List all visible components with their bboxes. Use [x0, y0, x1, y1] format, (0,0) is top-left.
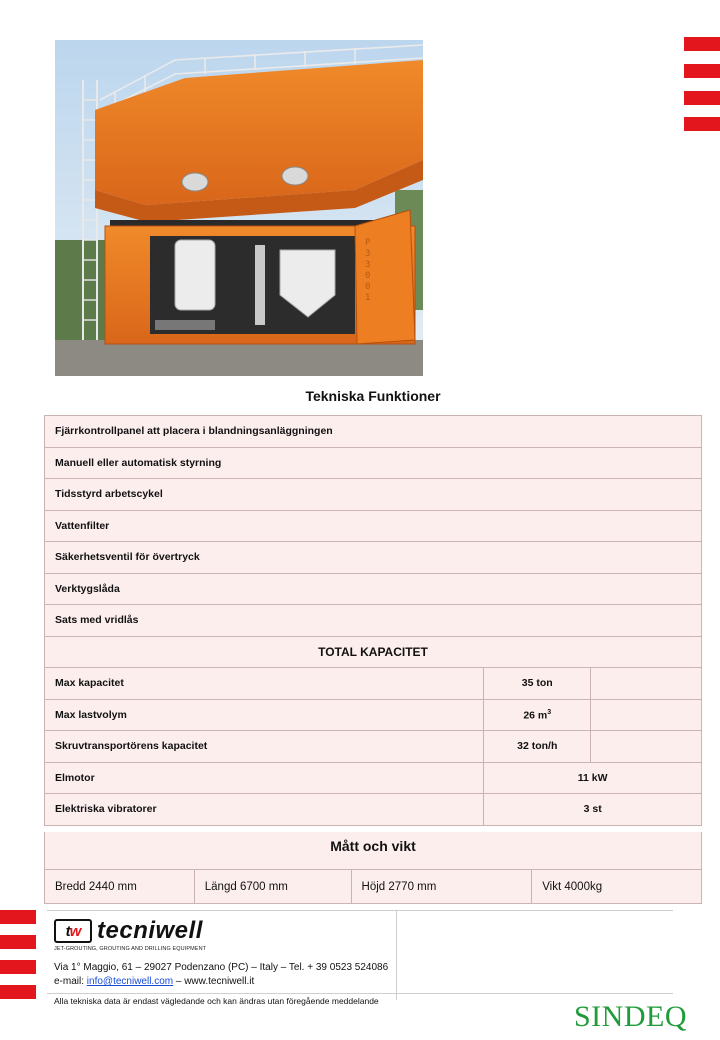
svg-text:P: P [365, 238, 371, 248]
decor-red-bar [684, 64, 720, 78]
capacity-value: 32 ton/h [484, 731, 591, 763]
tecniwell-logo [54, 917, 203, 945]
feature-item: Tidsstyrd arbetscykel [45, 479, 702, 511]
capacity-label: Skruvtransportörens kapacitet [45, 731, 484, 763]
table-row [45, 573, 702, 605]
feature-item: Manuell eller automatisk styrning [45, 447, 702, 479]
feature-item: Säkerhetsventil för övertryck [45, 542, 702, 574]
specs-table [44, 415, 702, 826]
email-label: e-mail: [54, 976, 87, 987]
table-row [45, 416, 702, 448]
table-row [45, 699, 702, 731]
svg-text:1: 1 [365, 293, 371, 303]
sindeq-brand: SINDEQ [574, 1000, 687, 1033]
table-row [45, 731, 702, 763]
footer-address: Via 1° Maggio, 61 – 29027 Podenzano (PC) – Italy – Tel. + 39 0523 524086 [54, 962, 389, 973]
decor-red-bar [0, 960, 36, 974]
logo-tagline: JET-GROUTING, GROUTING AND DRILLING EQUIPMENT [54, 946, 207, 952]
dimension-weight: Vikt 4000kg [532, 870, 702, 904]
capacity-label: Elektriska vibratorer [45, 794, 484, 826]
table-row [45, 605, 702, 637]
svg-text:0: 0 [365, 271, 371, 281]
capacity-value [484, 699, 591, 731]
svg-text:3: 3 [365, 249, 371, 259]
decor-red-bar [0, 935, 36, 949]
website-text: – www.tecniwell.it [173, 976, 255, 987]
dimension-width: Bredd 2440 mm [45, 870, 195, 904]
email-link[interactable]: info@tecniwell.com [86, 976, 174, 987]
capacity-value-text: 26 m [523, 709, 548, 721]
feature-item: Vattenfilter [45, 510, 702, 542]
decor-red-bar [0, 985, 36, 999]
features-title: Tekniska Funktioner [305, 388, 441, 404]
svg-text:3: 3 [365, 260, 371, 270]
footer-divider [47, 993, 673, 994]
dimension-height: Höjd 2770 mm [351, 870, 532, 904]
feature-item: Sats med vridlås [45, 605, 702, 637]
logo-mark-icon [54, 919, 92, 943]
feature-item: Fjärrkontrollpanel att placera i blandningsanläggningen [45, 416, 702, 448]
capacity-value: 11 kW [484, 762, 702, 794]
table-row [45, 510, 702, 542]
logo-mark-w: w [69, 922, 81, 940]
footer-contact [54, 976, 254, 987]
table-row [45, 636, 702, 668]
capacity-label: Elmotor [45, 762, 484, 794]
table-row [45, 479, 702, 511]
table-row [45, 870, 702, 904]
table-row [45, 668, 702, 700]
logo-mark-t: t [65, 922, 70, 940]
feature-item: Verktygslåda [45, 573, 702, 605]
svg-text:0: 0 [365, 282, 371, 292]
unit-superscript: 3 [547, 708, 552, 716]
dimensions-title: Mått och vikt [330, 838, 416, 854]
table-row [45, 794, 702, 826]
table-row [45, 542, 702, 574]
capacity-label: Max kapacitet [45, 668, 484, 700]
product-photo [55, 40, 423, 376]
dimension-length: Längd 6700 mm [194, 870, 351, 904]
capacity-value: 3 st [484, 794, 702, 826]
table-row [45, 762, 702, 794]
decor-red-bar [684, 91, 720, 105]
capacity-title: TOTAL KAPACITET [45, 636, 702, 668]
table-row [45, 447, 702, 479]
empty-cell [591, 668, 702, 700]
empty-cell [591, 699, 702, 731]
decor-red-bar [684, 117, 720, 131]
logo-name: tecniwell [97, 917, 203, 944]
capacity-label: Max lastvolym [45, 699, 484, 731]
disclaimer: Alla tekniska data är endast vägledande och kan ändras utan föregående meddelande [54, 996, 379, 1006]
dimensions-table [44, 869, 702, 904]
empty-cell [591, 731, 702, 763]
capacity-value: 35 ton [484, 668, 591, 700]
decor-red-bar [0, 910, 36, 924]
decor-red-bar [684, 37, 720, 51]
